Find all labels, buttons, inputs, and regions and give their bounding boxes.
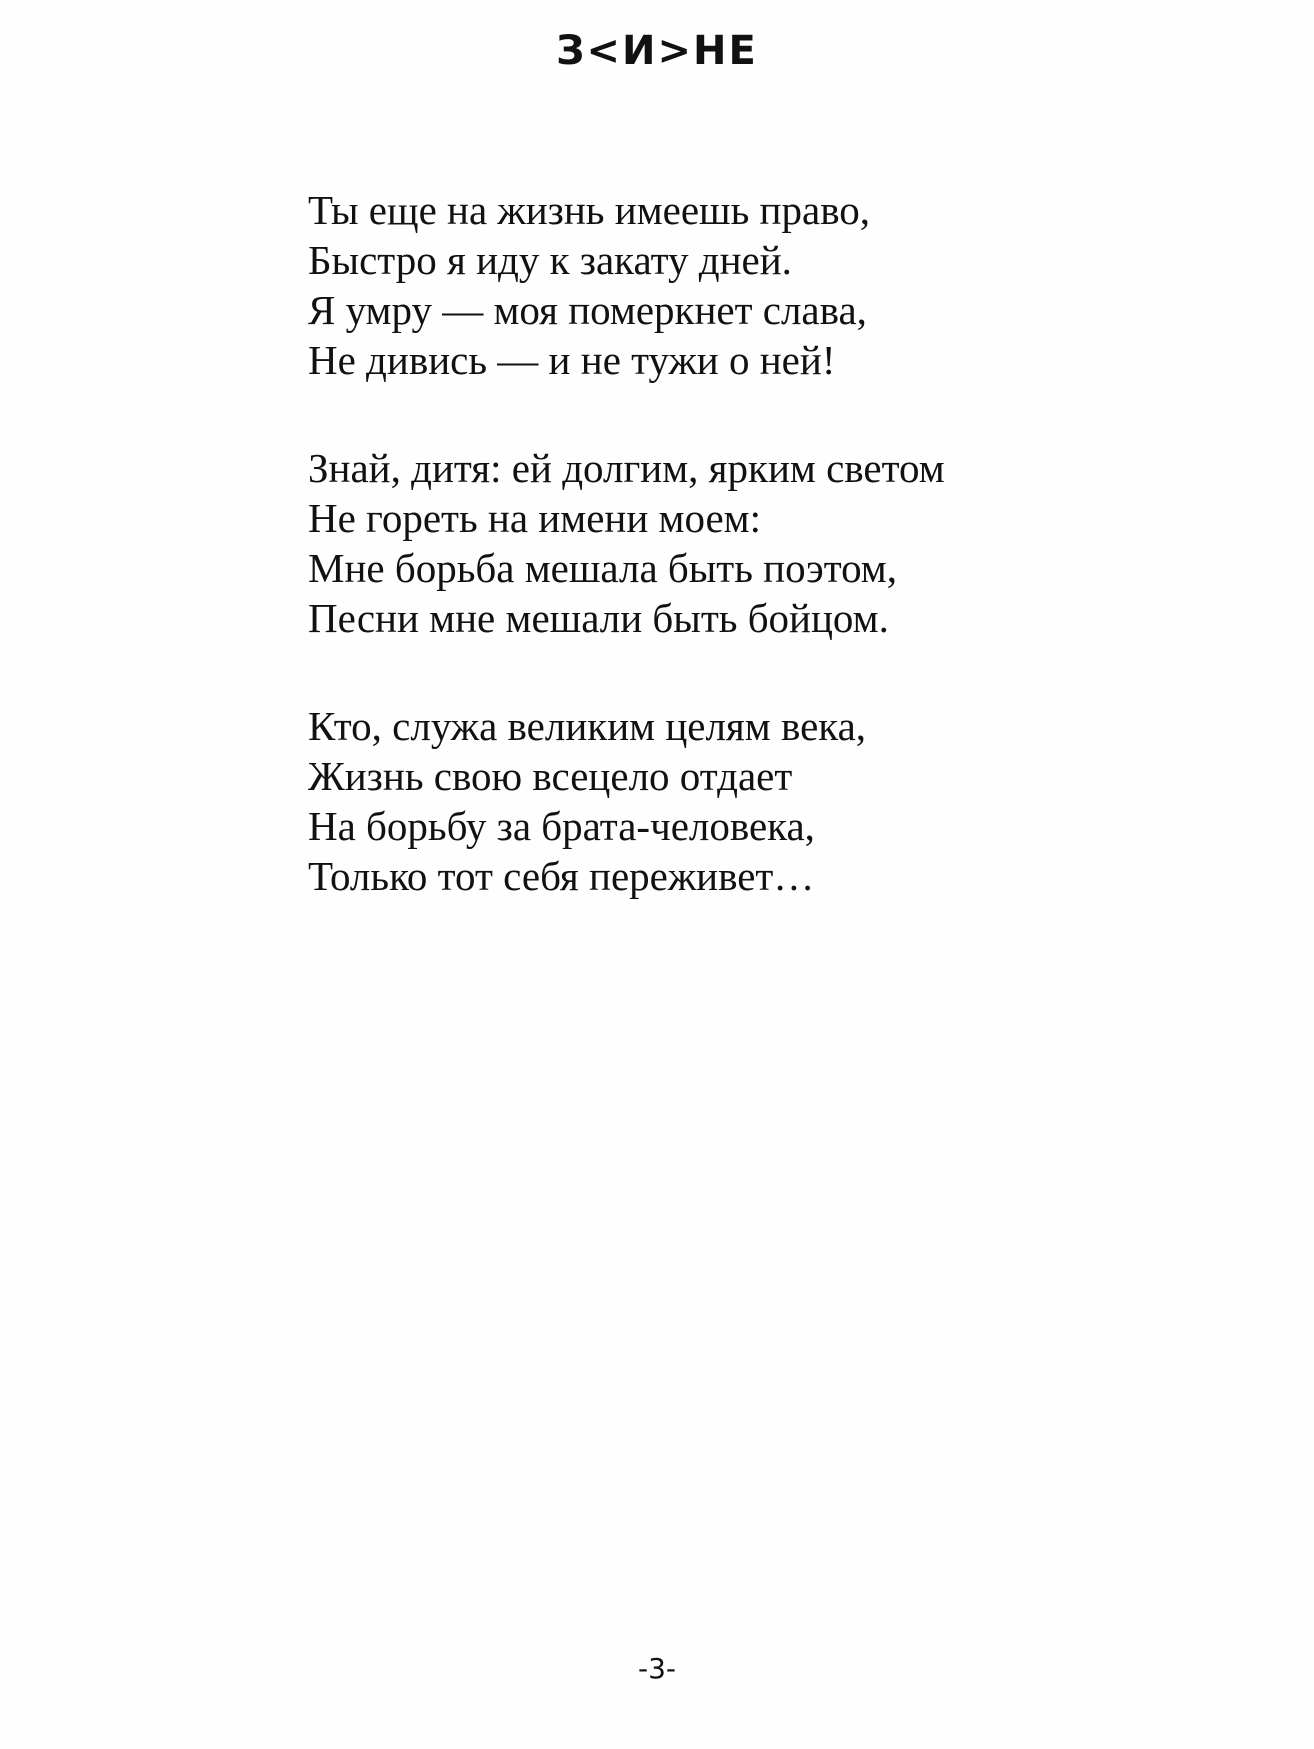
poem-line: Я умру — моя померкнет слава, (308, 287, 867, 333)
poem-line: Не дивись — и не тужи о ней! (308, 337, 836, 383)
poem-line: Жизнь свою всецело отдает (308, 753, 793, 799)
page-number: -3- (637, 1652, 677, 1685)
poem-line: Не гореть на имени моем: (308, 495, 762, 541)
poem-line: Кто, служа великим целям века, (308, 703, 867, 749)
poem-line: Только тот себя переживет… (308, 853, 815, 899)
poem-line: Быстро я иду к закату дней. (308, 237, 792, 283)
poem-line: На борьбу за брата-человека, (308, 803, 815, 849)
poem-line: Знай, дитя: ей долгим, ярким светом (308, 445, 945, 491)
poem-line: Ты еще на жизнь имеешь право, (308, 187, 871, 233)
poem-title: З<И>НЕ (556, 28, 758, 74)
stanza-1 (308, 185, 1208, 385)
poem-line: Мне борьба мешала быть поэтом, (308, 545, 897, 591)
stanza-3 (308, 701, 1208, 901)
poem-body (308, 185, 1208, 959)
poem-line: Песни мне мешали быть бойцом. (308, 595, 889, 641)
stanza-2 (308, 443, 1208, 643)
